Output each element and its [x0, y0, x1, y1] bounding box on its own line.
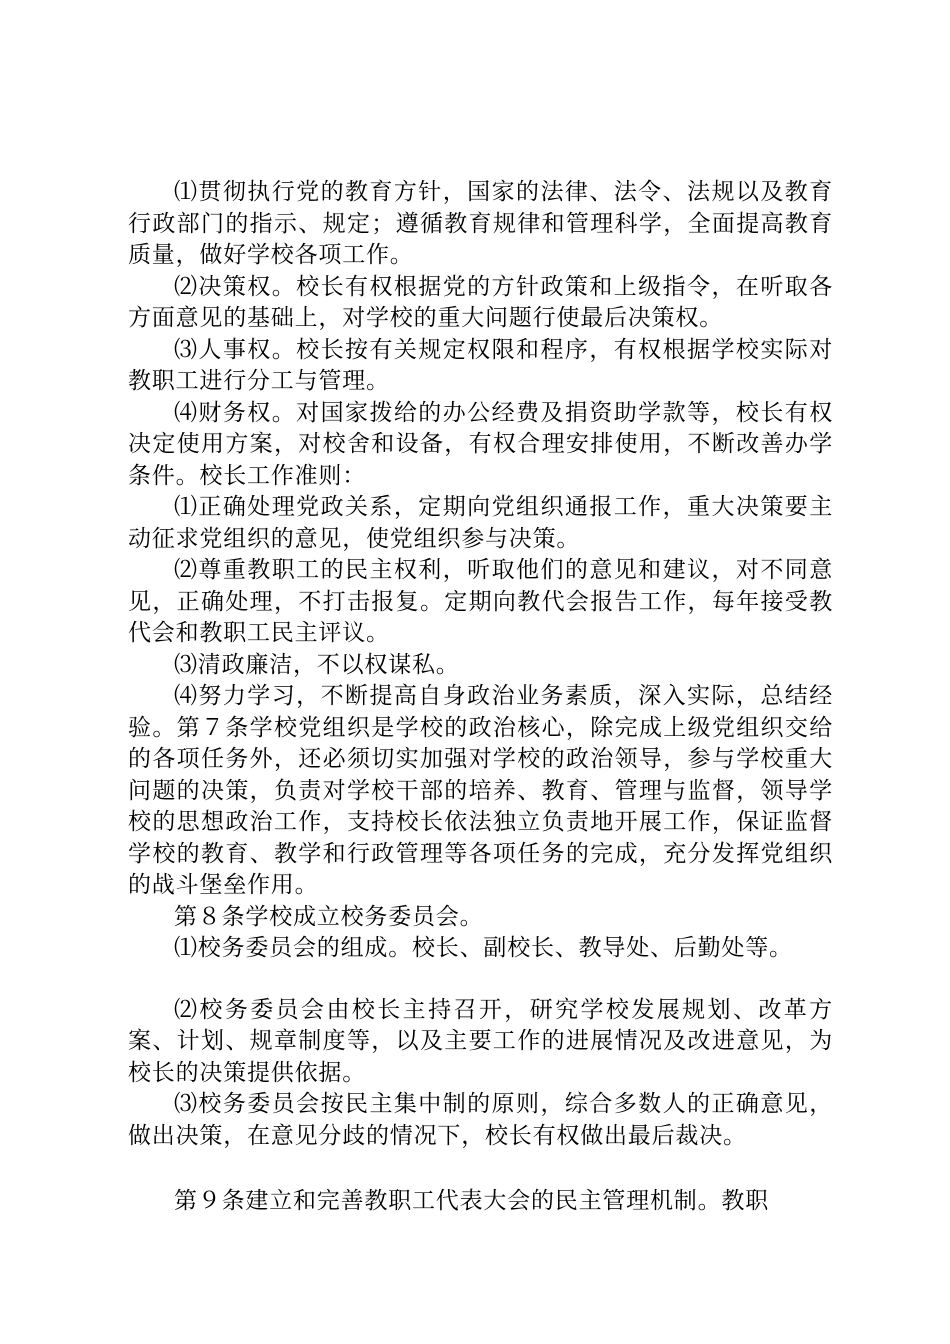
paragraph-committee-composition: ⑴校务委员会的组成。校长、副校长、教导处、后勤处等。: [174, 935, 793, 961]
paragraph-duty-1: ⑴贯彻执行党的教育方针，国家的法律、法令、法规以及教育行政部门的指示、规定；遵循教育规律和管理科学，全面提高教育质量，做好学校各项工作。: [128, 179, 833, 268]
paragraph-committee-decision: ⑶校务委员会按民主集中制的原则，综合多数人的正确意见，做出决策，在意见分歧的情况下，校长有权做出最后裁决。: [128, 1091, 833, 1149]
paragraph-principle-4-article-7: ⑷努力学习，不断提高自身政治业务素质，深入实际，总结经验。第７条学校党组织是学校的政治核心，除完成上级党组织交给的各项任务外，还必须切实加强对学校的政治领导，参与学校重大问题的决策，负责对学校干部的培养、教育、管理与监督，领导学校的思想政治工作，支持校长依法独立负责地开展工作，保证监督学校的教育、教学和行政管理等各项任务的完成，充分发挥党组织的战斗堡垒作用。: [128, 683, 833, 898]
document-body: [128, 177, 833, 1218]
paragraph-principle-3: ⑶清政廉洁，不以权谋私。: [174, 651, 460, 678]
paragraph-principle-1: ⑴正确处理党政关系，定期向党组织通报工作，重大决策要主动征求党组织的意见，使党组织参与决策。: [128, 494, 833, 552]
paragraph-decision-power: ⑵决策权。校长有权根据党的方针政策和上级指令，在听取各方面意见的基础上，对学校的重大问题行使最后决策权。: [128, 273, 833, 331]
paragraph-article-8: 第８条学校成立校务委员会。: [174, 903, 484, 930]
paragraph-principle-2: ⑵尊重教职工的民主权利，听取他们的意见和建议，对不同意见，正确处理，不打击报复。定期向教代会报告工作，每年接受教代会和教职工民主评议。: [128, 557, 833, 646]
paragraph-committee-meeting: ⑵校务委员会由校长主持召开，研究学校发展规划、改革方案、计划、规章制度等，以及主要工作的进展情况及改进意见，为校长的决策提供依据。: [128, 996, 833, 1086]
paragraph-personnel-power: ⑶人事权。校长按有关规定权限和程序，有权根据学校实际对教职工进行分工与管理。: [128, 336, 833, 394]
paragraph-finance-power: ⑷财务权。对国家拨给的办公经费及捐资助学款等，校长有权决定使用方案，对校舍和设备，有权合理安排使用，不断改善办学条件。校长工作准则：: [128, 399, 833, 489]
paragraph-article-9: 第９条建立和完善教职工代表大会的民主管理机制。教职: [174, 1188, 769, 1214]
